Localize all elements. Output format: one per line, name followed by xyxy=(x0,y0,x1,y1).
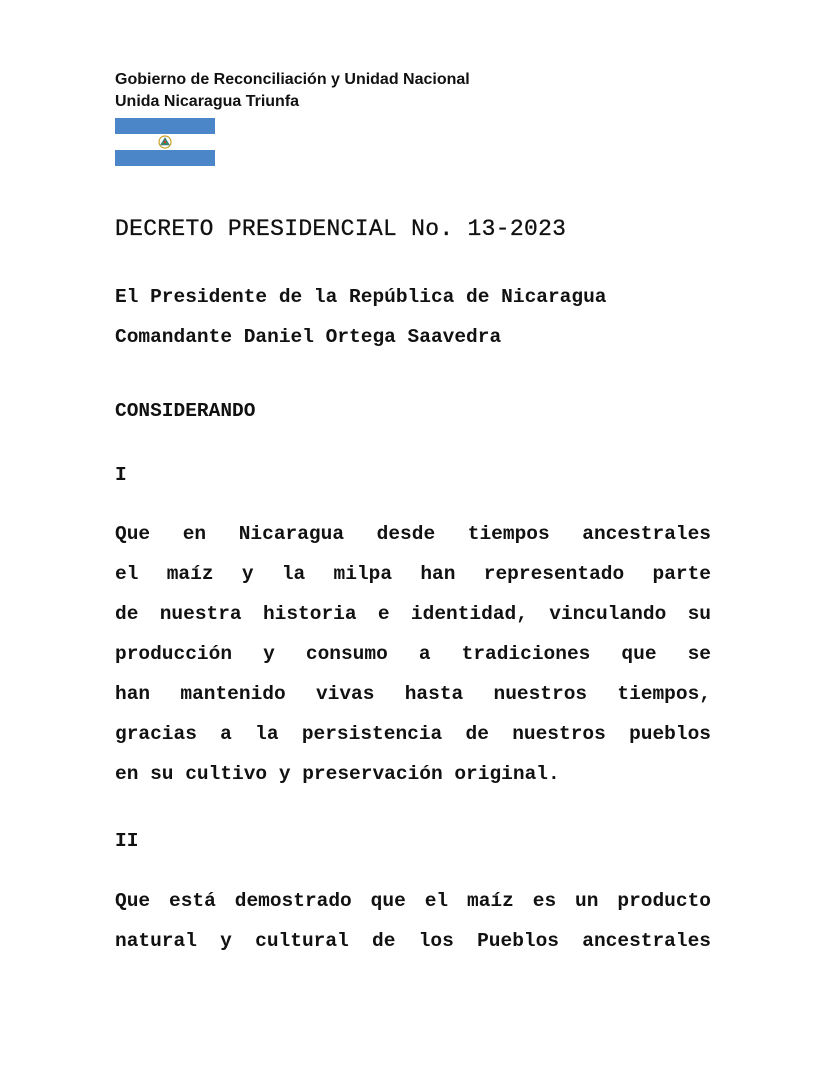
decree-title: DECRETO PRESIDENCIAL No. 13-2023 xyxy=(115,216,567,242)
decree-issuer xyxy=(115,277,711,357)
paragraph-line: el maíz y la milpa han representado parte xyxy=(115,563,711,585)
paragraph-line: de nuestra historia e identidad, vinculando su xyxy=(115,603,711,625)
issuer-name: Comandante Daniel Ortega Saavedra xyxy=(115,326,502,348)
issuer-office: El Presidente de la República de Nicaragua xyxy=(115,286,607,308)
nicaragua-flag xyxy=(115,118,215,166)
paragraph-line: Que en Nicaragua desde tiempos ancestrales xyxy=(115,523,711,545)
paragraph-line: en su cultivo y preservación original. xyxy=(115,763,560,785)
paragraph-line: han mantenido vivas hasta nuestros tiempos, xyxy=(115,683,711,705)
government-name: Gobierno de Reconciliación y Unidad Nacional xyxy=(115,71,470,88)
paragraph-line: gracias a la persistencia de nuestros pueblos xyxy=(115,723,711,745)
section-numeral-ii: II xyxy=(115,830,139,852)
section-i-paragraph xyxy=(115,514,711,794)
government-header xyxy=(115,69,470,113)
section-numeral-i: I xyxy=(115,464,127,486)
government-slogan: Unida Nicaragua Triunfa xyxy=(115,93,300,110)
paragraph-line: Que está demostrado que el maíz es un producto xyxy=(115,890,711,912)
considerando-heading: CONSIDERANDO xyxy=(115,400,256,422)
paragraph-line: natural y cultural de los Pueblos ancestrales xyxy=(115,930,711,952)
section-ii-paragraph xyxy=(115,881,711,961)
paragraph-line: producción y consumo a tradiciones que se xyxy=(115,643,711,665)
